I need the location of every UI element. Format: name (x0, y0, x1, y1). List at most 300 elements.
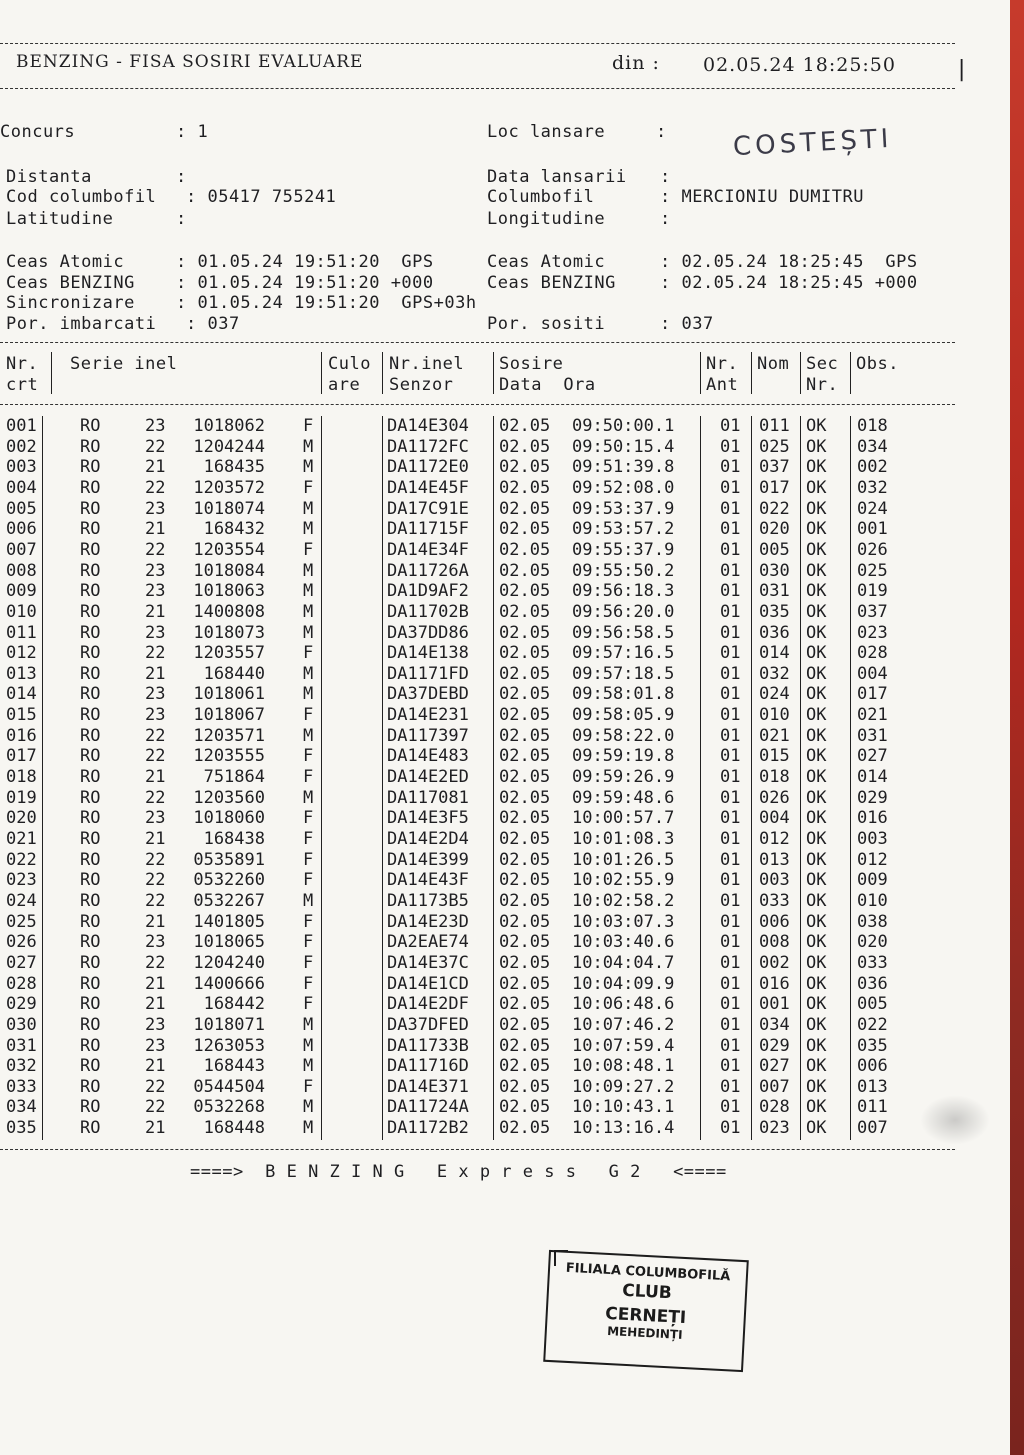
cell-ring: 1400808 (193, 601, 265, 622)
cell-nr-ant: 01 (720, 601, 741, 622)
cell-nr: 018 (6, 767, 37, 788)
cell-obs: 037 (857, 601, 888, 622)
cell-country: RO (80, 622, 101, 643)
cell-sec: OK (806, 519, 827, 540)
cell-nom: 035 (759, 601, 790, 622)
cell-sensor: DA1D9AF2 (387, 581, 469, 602)
cell-country: RO (80, 705, 101, 726)
cell-nom: 007 (759, 1076, 790, 1097)
cell-country: RO (80, 643, 101, 664)
cell-country: RO (80, 787, 101, 808)
cell-nr-ant: 01 (720, 1035, 741, 1056)
cell-country: RO (80, 1035, 101, 1056)
cell-sensor: DA11716D (387, 1056, 469, 1077)
cell-sex: F (303, 477, 314, 498)
cell-year: 22 (145, 870, 166, 891)
cell-time: 10:10:43.1 (572, 1097, 675, 1118)
cell-ring: 1018084 (193, 560, 265, 581)
loc-lansare-label: Loc lansare (487, 122, 606, 142)
cell-nr: 035 (6, 1118, 37, 1139)
divider (0, 1149, 955, 1150)
cell-sex: F (303, 994, 314, 1015)
table-row (0, 994, 950, 1015)
cell-date: 02.05 (499, 643, 551, 664)
cell-sec: OK (806, 911, 827, 932)
cell-time: 10:01:26.5 (572, 849, 675, 870)
table-row (0, 1118, 950, 1139)
latitudine-label: Latitudine (6, 209, 114, 229)
cell-ring: 1203555 (193, 746, 265, 767)
cell-country: RO (80, 829, 101, 849)
cell-sec: OK (806, 1097, 827, 1118)
cell-nr-ant: 01 (720, 1056, 741, 1077)
cell-sex: F (303, 932, 314, 953)
cell-nr-ant: 01 (720, 1118, 741, 1139)
cell-nr: 027 (6, 952, 37, 973)
cell-ring: 0535891 (193, 849, 265, 870)
longitudine-label: Longitudine (487, 209, 606, 229)
table-row (0, 891, 950, 912)
cell-country: RO (80, 498, 101, 519)
cell-year: 21 (145, 519, 166, 540)
cell-nr-ant: 01 (720, 477, 741, 498)
table-row (0, 1015, 950, 1036)
cell-nom: 029 (759, 1035, 790, 1056)
col-nom-header: Nom (757, 354, 790, 374)
column-rule (493, 352, 494, 394)
cell-time: 09:55:50.2 (572, 560, 675, 581)
cell-sex: F (303, 829, 314, 849)
cell-date: 02.05 (499, 767, 551, 788)
cell-nom: 006 (759, 911, 790, 932)
cell-date: 02.05 (499, 622, 551, 643)
cell-date: 02.05 (499, 416, 551, 436)
red-background-edge (1010, 0, 1024, 1455)
cell-date: 02.05 (499, 581, 551, 602)
cell-obs: 017 (857, 684, 888, 705)
cell-time: 10:07:46.2 (572, 1014, 675, 1035)
cell-obs: 024 (857, 498, 888, 519)
cell-nr-ant: 01 (720, 787, 741, 808)
cell-date: 02.05 (499, 952, 551, 973)
cell-date: 02.05 (499, 705, 551, 726)
cell-nr-ant: 01 (720, 581, 741, 602)
cell-sensor: DA1173B5 (387, 890, 469, 911)
cell-sensor: DA14E2D4 (387, 829, 469, 849)
table-row (0, 746, 950, 767)
cell-date: 02.05 (499, 1118, 551, 1139)
stamp-line-1: FILIALA COLUMBOFILĂ (565, 1260, 731, 1285)
concurs-value: : 1 (176, 122, 209, 142)
cell-ring: 168448 (203, 1118, 265, 1139)
cell-nom: 021 (759, 725, 790, 746)
cell-sec: OK (806, 952, 827, 973)
table-row (0, 932, 950, 953)
cell-sensor: DA14E399 (387, 849, 469, 870)
cell-sensor: DA1172B2 (387, 1118, 469, 1139)
cell-sec: OK (806, 436, 827, 457)
cell-sex: M (303, 663, 314, 684)
cell-sec: OK (806, 746, 827, 767)
ceas-atomic-2-value: : 02.05.24 18:25:45 GPS (660, 252, 918, 272)
cell-nr-ant: 01 (720, 1097, 741, 1118)
table-row (0, 664, 950, 685)
cell-sec: OK (806, 1056, 827, 1077)
cell-date: 02.05 (499, 911, 551, 932)
cell-sec: OK (806, 539, 827, 560)
table-row (0, 870, 950, 891)
cell-date: 02.05 (499, 829, 551, 849)
cell-sec: OK (806, 560, 827, 581)
table-row (0, 602, 950, 623)
cell-nr-ant: 01 (720, 663, 741, 684)
col-nrinel-header-2: Senzor (389, 375, 454, 395)
cell-nr: 006 (6, 519, 37, 540)
cell-sensor: DA1172E0 (387, 457, 469, 478)
cell-sec: OK (806, 663, 827, 684)
cell-year: 22 (145, 436, 166, 457)
cell-obs: 012 (857, 849, 888, 870)
cell-nom: 031 (759, 581, 790, 602)
cell-year: 22 (145, 787, 166, 808)
cell-nr-ant: 01 (720, 952, 741, 973)
cell-year: 22 (145, 1076, 166, 1097)
cell-nr-ant: 01 (720, 932, 741, 953)
cell-date: 02.05 (499, 560, 551, 581)
stamp-line-3: CERNEȚI (604, 1303, 687, 1329)
cell-obs: 025 (857, 560, 888, 581)
cell-nr-ant: 01 (720, 519, 741, 540)
cell-ring: 1018074 (193, 498, 265, 519)
cell-country: RO (80, 870, 101, 891)
cell-obs: 001 (857, 519, 888, 540)
cell-nom: 013 (759, 849, 790, 870)
divider (0, 342, 955, 343)
table-row (0, 416, 950, 437)
cell-sex: F (303, 973, 314, 994)
cell-nom: 022 (759, 498, 790, 519)
cell-nr: 010 (6, 601, 37, 622)
col-nr-header-2: crt (6, 375, 39, 395)
cell-time: 09:55:37.9 (572, 539, 675, 560)
cell-time: 09:52:08.0 (572, 477, 675, 498)
cell-ring: 1018061 (193, 684, 265, 705)
cell-sex: F (303, 746, 314, 767)
cell-year: 22 (145, 1097, 166, 1118)
table-row (0, 1097, 950, 1118)
cell-country: RO (80, 952, 101, 973)
cell-sensor: DA117081 (387, 787, 469, 808)
cell-obs: 036 (857, 973, 888, 994)
cell-date: 02.05 (499, 1014, 551, 1035)
cell-year: 22 (145, 890, 166, 911)
table-row (0, 561, 950, 582)
cell-time: 09:53:37.9 (572, 498, 675, 519)
cell-country: RO (80, 1097, 101, 1118)
cell-time: 09:59:26.9 (572, 767, 675, 788)
cell-sec: OK (806, 890, 827, 911)
cell-ring: 0532268 (193, 1097, 265, 1118)
cell-nr: 024 (6, 890, 37, 911)
cell-nom: 028 (759, 1097, 790, 1118)
cell-sec: OK (806, 932, 827, 953)
cell-date: 02.05 (499, 457, 551, 478)
ceas-atomic-value: : 01.05.24 19:51:20 GPS (176, 252, 434, 272)
cell-date: 02.05 (499, 539, 551, 560)
cell-sec: OK (806, 1014, 827, 1035)
longitudine-value: : (660, 209, 671, 229)
cell-nr: 032 (6, 1056, 37, 1077)
toner-smudge (920, 1095, 990, 1145)
cell-date: 02.05 (499, 1035, 551, 1056)
cell-date: 02.05 (499, 498, 551, 519)
table-row (0, 1056, 950, 1077)
cell-year: 23 (145, 560, 166, 581)
cell-sex: M (303, 436, 314, 457)
cell-time: 09:58:05.9 (572, 705, 675, 726)
cell-country: RO (80, 808, 101, 829)
cell-year: 21 (145, 767, 166, 788)
cell-ring: 0544504 (193, 1076, 265, 1097)
cell-ring: 168442 (203, 994, 265, 1015)
distanta-label: Distanta (6, 167, 92, 187)
cell-nr: 009 (6, 581, 37, 602)
cell-time: 10:02:58.2 (572, 890, 675, 911)
cell-sec: OK (806, 498, 827, 519)
cell-date: 02.05 (499, 1076, 551, 1097)
cell-year: 21 (145, 911, 166, 932)
cell-country: RO (80, 1056, 101, 1077)
column-rule (850, 352, 851, 394)
report-title: BENZING - FISA SOSIRI EVALUARE (16, 52, 364, 72)
table-row (0, 726, 950, 747)
cell-nom: 034 (759, 1014, 790, 1035)
cell-date: 02.05 (499, 849, 551, 870)
cell-obs: 009 (857, 870, 888, 891)
cell-sensor: DA37DFED (387, 1014, 469, 1035)
cell-ring: 1018071 (193, 1014, 265, 1035)
columbofil-label: Columbofil (487, 187, 595, 207)
cell-sec: OK (806, 870, 827, 891)
por-sositi-label: Por. sositi (487, 314, 606, 334)
cell-obs: 020 (857, 932, 888, 953)
cell-nom: 018 (759, 767, 790, 788)
cell-ring: 168432 (203, 519, 265, 540)
cell-country: RO (80, 973, 101, 994)
cell-date: 02.05 (499, 932, 551, 953)
col-culoare-header: Culo (328, 354, 371, 374)
cell-ring: 0532260 (193, 870, 265, 891)
cell-obs: 034 (857, 436, 888, 457)
cell-ring: 1401805 (193, 911, 265, 932)
ceas-atomic-label: Ceas Atomic (6, 252, 125, 272)
cell-date: 02.05 (499, 663, 551, 684)
cell-year: 23 (145, 684, 166, 705)
cell-time: 09:56:20.0 (572, 601, 675, 622)
cell-year: 21 (145, 457, 166, 478)
divider (0, 88, 955, 89)
cell-sex: M (303, 1014, 314, 1035)
cell-sex: F (303, 416, 314, 436)
cell-time: 09:58:01.8 (572, 684, 675, 705)
table-row (0, 478, 950, 499)
cell-nr: 004 (6, 477, 37, 498)
cell-year: 23 (145, 622, 166, 643)
cell-sensor: DA14E2ED (387, 767, 469, 788)
cod-columbofil-value: : 05417 755241 (186, 187, 337, 207)
edge-mark: | (955, 57, 969, 82)
cell-sex: F (303, 643, 314, 664)
loc-lansare-handwritten: COSTEȘTI (732, 123, 894, 163)
cell-nr: 002 (6, 436, 37, 457)
cell-country: RO (80, 994, 101, 1015)
cell-country: RO (80, 725, 101, 746)
cell-sec: OK (806, 705, 827, 726)
cell-sensor: DA14E37C (387, 952, 469, 973)
cell-year: 23 (145, 416, 166, 436)
cell-ring: 1204240 (193, 952, 265, 973)
cell-sex: F (303, 952, 314, 973)
cell-nr-ant: 01 (720, 560, 741, 581)
cell-sex: M (303, 457, 314, 478)
cell-nom: 037 (759, 457, 790, 478)
column-rule (382, 352, 383, 394)
cell-date: 02.05 (499, 477, 551, 498)
divider (0, 404, 955, 405)
cell-time: 09:50:00.1 (572, 416, 675, 436)
cell-sensor: DA14E45F (387, 477, 469, 498)
cell-sec: OK (806, 994, 827, 1015)
cell-nom: 008 (759, 932, 790, 953)
cell-time: 10:13:16.4 (572, 1118, 675, 1139)
cell-nr: 012 (6, 643, 37, 664)
cell-obs: 010 (857, 890, 888, 911)
cell-year: 23 (145, 1035, 166, 1056)
cell-nom: 027 (759, 1056, 790, 1077)
cod-columbofil-label: Cod columbofil (6, 187, 157, 207)
cell-nr-ant: 01 (720, 870, 741, 891)
cell-nr: 008 (6, 560, 37, 581)
cell-sec: OK (806, 643, 827, 664)
cell-time: 10:08:48.1 (572, 1056, 675, 1077)
cell-sensor: DA117397 (387, 725, 469, 746)
data-lansarii-value: : (660, 167, 671, 187)
cell-sex: M (303, 1118, 314, 1139)
cell-sex: M (303, 581, 314, 602)
stamp-line-4: MEHEDINȚI (606, 1324, 683, 1342)
cell-year: 21 (145, 994, 166, 1015)
cell-sensor: DA14E231 (387, 705, 469, 726)
cell-obs: 033 (857, 952, 888, 973)
cell-date: 02.05 (499, 1097, 551, 1118)
cell-obs: 031 (857, 725, 888, 746)
cell-sex: M (303, 519, 314, 540)
cell-sensor: DA37DD86 (387, 622, 469, 643)
por-imbarcati-label: Por. imbarcati (6, 314, 157, 334)
cell-obs: 029 (857, 787, 888, 808)
cell-country: RO (80, 436, 101, 457)
cell-nr: 013 (6, 663, 37, 684)
table-row (0, 788, 950, 809)
cell-time: 09:56:18.3 (572, 581, 675, 602)
cell-country: RO (80, 581, 101, 602)
cell-nr: 033 (6, 1076, 37, 1097)
cell-time: 09:58:22.0 (572, 725, 675, 746)
cell-sensor: DA14E43F (387, 870, 469, 891)
cell-time: 09:57:16.5 (572, 643, 675, 664)
cell-nom: 020 (759, 519, 790, 540)
cell-year: 21 (145, 1118, 166, 1139)
cell-sensor: DA14E371 (387, 1076, 469, 1097)
col-sosire-header-2: Data Ora (499, 375, 596, 395)
cell-time: 10:04:09.9 (572, 973, 675, 994)
ceas-benzing-value: : 01.05.24 19:51:20 +000 (176, 273, 434, 293)
cell-nr-ant: 01 (720, 808, 741, 829)
cell-date: 02.05 (499, 725, 551, 746)
cell-ring: 1018062 (193, 416, 265, 436)
column-rule (321, 352, 322, 394)
cell-sensor: DA14E34F (387, 539, 469, 560)
cell-sex: F (303, 767, 314, 788)
cell-sec: OK (806, 1035, 827, 1056)
cell-ring: 1018067 (193, 705, 265, 726)
cell-nr-ant: 01 (720, 849, 741, 870)
cell-nr: 015 (6, 705, 37, 726)
cell-sensor: DA14E1CD (387, 973, 469, 994)
cell-obs: 018 (857, 416, 888, 436)
cell-date: 02.05 (499, 973, 551, 994)
cell-sex: M (303, 622, 314, 643)
cell-obs: 011 (857, 1097, 888, 1118)
cell-time: 10:09:27.2 (572, 1076, 675, 1097)
cell-sensor: DA14E2DF (387, 994, 469, 1015)
cell-obs: 014 (857, 767, 888, 788)
cell-sec: OK (806, 1118, 827, 1139)
date-label: din : (612, 52, 660, 74)
cell-obs: 028 (857, 643, 888, 664)
cell-nr: 003 (6, 457, 37, 478)
cell-sex: F (303, 705, 314, 726)
cell-sensor: DA17C91E (387, 498, 469, 519)
cell-sec: OK (806, 477, 827, 498)
cell-nr-ant: 01 (720, 1014, 741, 1035)
table-row (0, 437, 950, 458)
cell-time: 09:50:15.4 (572, 436, 675, 457)
col-sec-header: Sec (806, 354, 839, 374)
cell-nom: 016 (759, 973, 790, 994)
cell-nom: 001 (759, 994, 790, 1015)
cell-time: 09:59:48.6 (572, 787, 675, 808)
cell-sec: OK (806, 808, 827, 829)
cell-obs: 005 (857, 994, 888, 1015)
cell-nom: 010 (759, 705, 790, 726)
cell-obs: 013 (857, 1076, 888, 1097)
cell-sex: M (303, 1035, 314, 1056)
table-row (0, 1077, 950, 1098)
cell-nr: 001 (6, 416, 37, 436)
cell-obs: 038 (857, 911, 888, 932)
cell-nr: 016 (6, 725, 37, 746)
ceas-atomic-2-label: Ceas Atomic (487, 252, 606, 272)
table-row (0, 623, 950, 644)
cell-ring: 1018063 (193, 581, 265, 602)
cell-sec: OK (806, 849, 827, 870)
cell-date: 02.05 (499, 1056, 551, 1077)
cell-country: RO (80, 746, 101, 767)
cell-nr: 026 (6, 932, 37, 953)
cell-obs: 027 (857, 746, 888, 767)
cell-sex: M (303, 684, 314, 705)
